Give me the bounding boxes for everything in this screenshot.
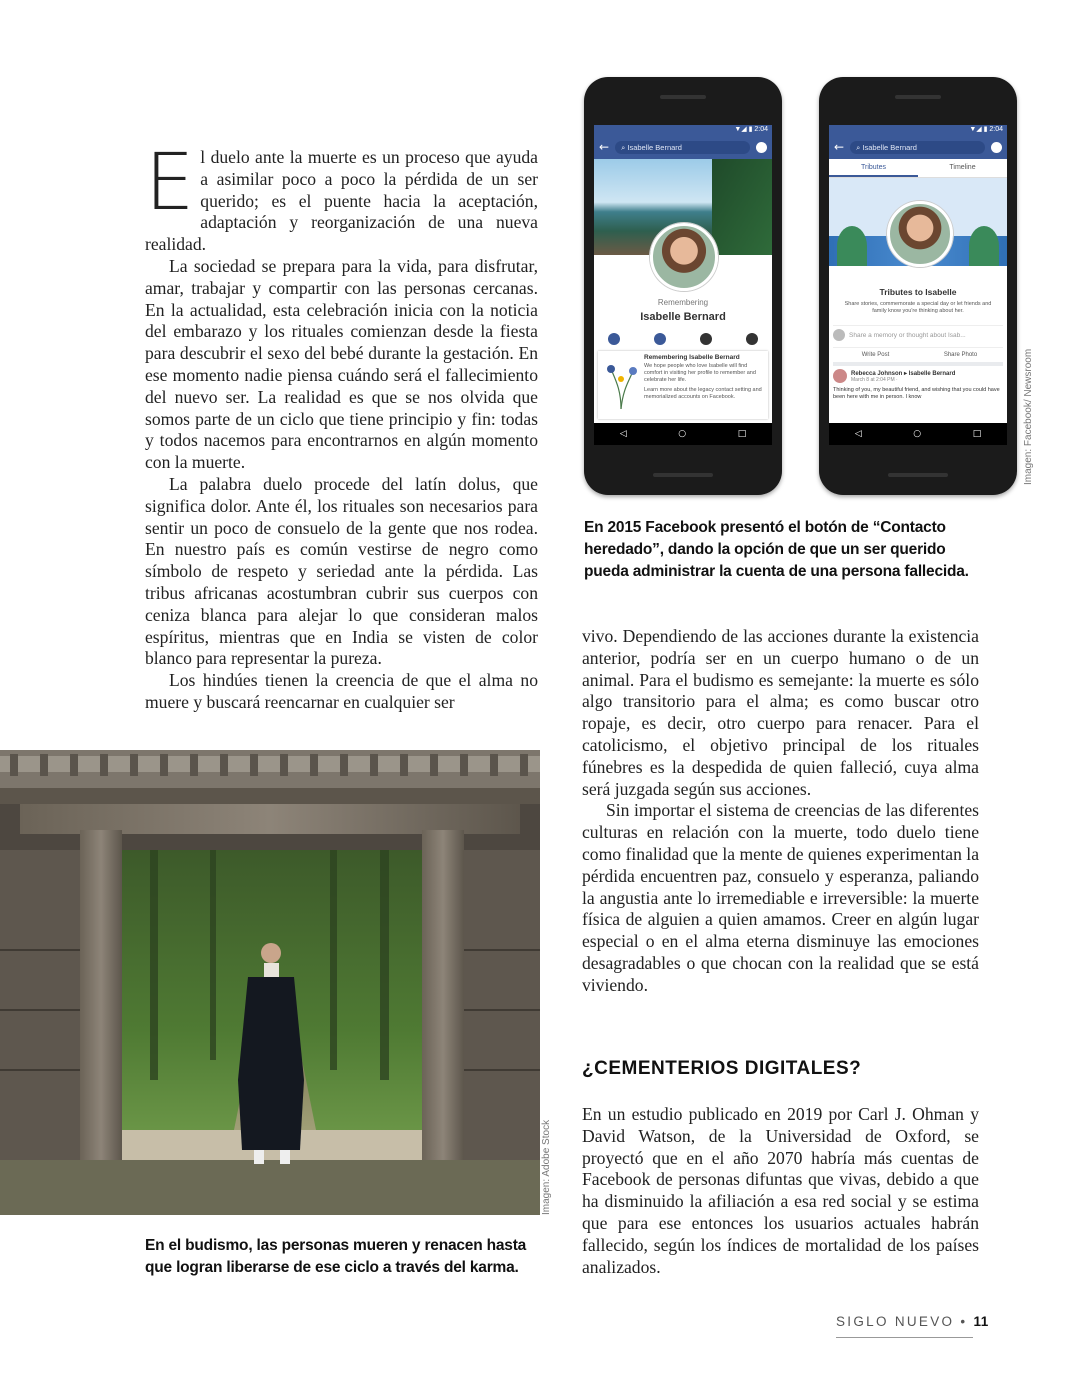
- article-column-1: [145, 138, 538, 714]
- photo-credit-temple: Imagen: Adobe Stock: [541, 1119, 552, 1215]
- action-icons: [608, 333, 758, 345]
- phone-memorial-profile: [584, 77, 782, 495]
- profile-name: Isabelle Bernard: [640, 311, 726, 323]
- paragraph: La palabra duelo procede del latín dolus, que significa dolor. Ante él, los rituales son necesarios para sentir un poco de consuelo de la gente que nos rodea. En nuestro país es común vestirse de negro como símbolo de respeto y seriedad ante la pérdida. Las tribus africanas acostumbran cubrir sus cuerpos con ceniza blanca para alejar lo que consideran malos espíritus, mientras que en India se visten de color blanco para representar la pureza.: [145, 473, 538, 669]
- tributes-title: Tributes to Isabelle: [879, 287, 957, 297]
- remembering-label: Remembering: [657, 298, 709, 307]
- messenger-icon: [756, 142, 767, 153]
- profile-tabs: [829, 159, 1007, 178]
- search-bar: ⌕ Isabelle Bernard: [850, 141, 985, 154]
- post-actions: Write Post Share Photo: [833, 347, 1003, 366]
- paragraph: Sin importar el sistema de creencias de las diferentes culturas en relación con la muerte, todo duelo tiene como finalidad que la mente de quienes experimentan la pérdida encuentren paz, consuelo y esperanza, paliando la angustia ante lo irremediable e irreversible: la muerte física de alguien a quien amamos. Creer en algún lugar especial o en el alma eterna disminuye las emociones desagradables o que chocan con la realidad que se está viviendo.: [582, 800, 979, 995]
- tab-timeline: Timeline: [949, 164, 976, 171]
- page-footer: SIGLO NUEVO • 11: [836, 1314, 989, 1329]
- android-nav-bar: ◁ ○ □: [594, 423, 772, 445]
- drop-cap: E: [145, 138, 195, 228]
- article-column-2: [582, 626, 979, 997]
- footer-rule: [836, 1337, 973, 1338]
- article-column-3: [582, 1104, 979, 1278]
- paragraph: El duelo ante la muerte es un proceso que ayuda a asimilar poco a poco la pérdida de un ser querido; es el puente hacia la aceptación, adaptación y reorganización de una nueva realidad.: [145, 138, 538, 255]
- status-bar: ▼◢ ▮ 2:04: [594, 125, 772, 135]
- paragraph: vivo. Dependiendo de las acciones durante la existencia anterior, podría ser en un cuerpo humano o de un animal. Para el budismo es semejante: la muerte es sólo algo transitorio para el alma; es como buscar otro ropaje, es decir, otro cuerpo para renacer. Para el catolicismo, el objetivo principal de los rituales fúnebres es la despedida de quien falleció, cuya alma será juzgada según sus acciones.: [582, 626, 979, 799]
- magazine-name: SIGLO NUEVO: [836, 1314, 955, 1329]
- back-arrow-icon: ←: [599, 140, 610, 154]
- temple-caption: En el budismo, las personas mueren y renacen hasta que logran liberarse de ese ciclo a través del karma.: [145, 1237, 527, 1276]
- phone-tributes: [819, 77, 1017, 495]
- section-heading: ¿CEMENTERIOS DIGITALES?: [582, 1058, 862, 1079]
- paragraph: La sociedad se prepara para la vida, para disfrutar, amar, trabajar y compartir con las personas cercanas. En la actualidad, esta celebración inicia con la noticia del embarazo y los rituales comienzan desde la fiesta para descubrir el sexo del bebé durante la gestación. En ese momento nadie piensa cuándo será el fallecimiento del nuevo ser. La realidad es que se nos olvida que somos parte de un ciclo que tiene principio y fin: todas y todos nacemos para encontrarnos en algún momento con la muerte.: [145, 255, 538, 473]
- profile-photo: [887, 201, 953, 267]
- flower-illustration: [603, 359, 639, 409]
- back-arrow-icon: ←: [834, 140, 845, 154]
- tribute-post: Rebecca Johnson ▸ Isabelle Bernard March 8 at 2:04 PM · Thinking of you, my beautiful friend, and wishing that you could have been here with me in person. I know: [833, 370, 1000, 400]
- profile-photo: [650, 223, 718, 291]
- photo-credit-phones: Imagen: Facebook/ Newsroom: [1023, 348, 1034, 485]
- search-bar: ⌕ Isabelle Bernard: [615, 141, 750, 154]
- phones-caption: En 2015 Facebook presentó el botón de “Contacto heredado”, dando la opción de que un ser querido pueda administrar la cuenta de una persona fallecida.: [584, 519, 969, 580]
- share-memory-input: Share a memory or thought about Isab...: [833, 325, 1003, 344]
- messenger-icon: [991, 142, 1002, 153]
- tributes-description: Share stories, commemorate a special day or let friends and family know you're thinking about her.: [844, 301, 992, 314]
- temple-photo: [0, 750, 540, 1215]
- memorial-card: Remembering Isabelle Bernard We hope people who love Isabelle will find comfort in visiting her profile to remember and celebrate her life. Learn more about the legacy contact setting and memorialized accounts on Facebook.: [598, 351, 768, 419]
- paragraph: En un estudio publicado en 2019 por Carl J. Ohman y David Watson, de la Universidad de Oxford, se proyectó que en el año 2070 habría más cuentas de Facebook de personas difuntas que vivas, debido a que ha disminuido la afiliación a esa red social y se estima que para ese entonces los usuarios actuales habrán fallecido, según los índices de mortalidad de los países analizados.: [582, 1104, 979, 1277]
- status-bar: ▼◢ ▮ 2:04: [829, 125, 1007, 135]
- paragraph: Los hindúes tienen la creencia de que el alma no muere y buscará reencarnar en cualquier ser: [145, 670, 538, 712]
- android-nav-bar: ◁ ○ □: [829, 423, 1007, 445]
- page-number: 11: [973, 1314, 989, 1329]
- tab-tributes: Tributes: [829, 159, 918, 177]
